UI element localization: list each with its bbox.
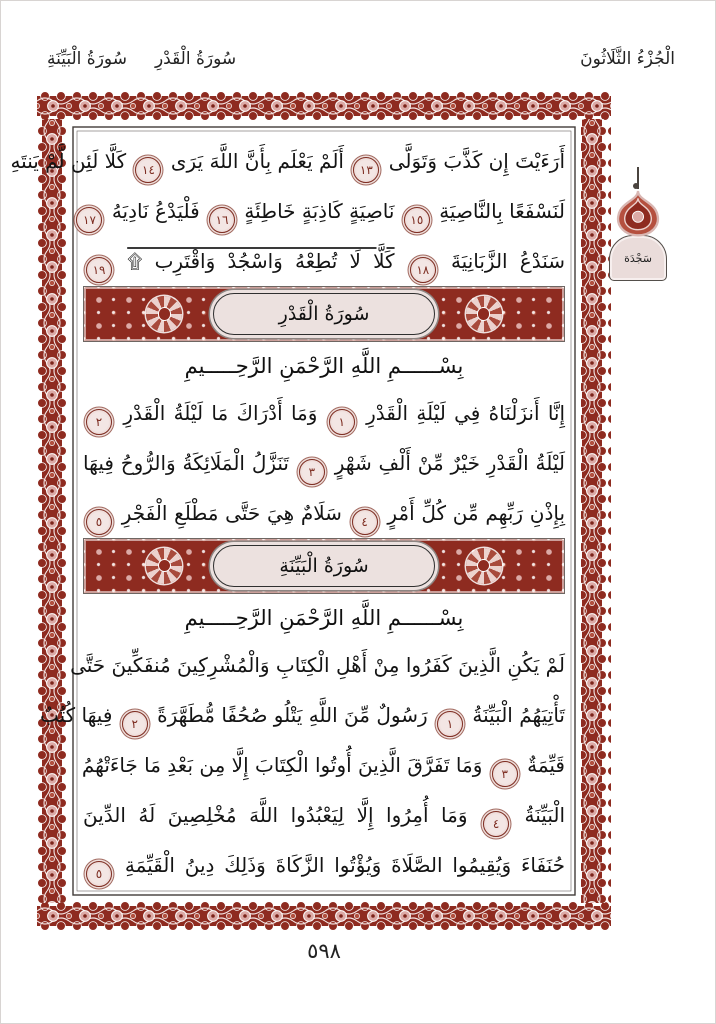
aya-number-medallion: ١ [329,409,355,435]
rosette-ornament-icon [146,548,182,584]
verse-text: قَيِّمَةٌ [527,752,565,777]
aya-number-medallion: ٢ [86,409,112,435]
aya-number-medallion: ٤ [483,811,509,837]
running-head-surah-names [47,49,236,69]
sajdah-dome-icon [609,189,667,239]
rosette-ornament-icon [466,548,502,584]
verse-text: تَنَزَّلُ الْمَلَائِكَةُ وَالرُّوحُ فِيهَا [83,450,289,475]
quran-line [83,388,565,438]
quran-line [83,488,565,538]
aya-number-medallion: ٤ [352,509,378,535]
surah-title-cartouche [213,545,436,587]
verse-text: سَلَامٌ هِيَ حَتَّى مَطْلَعِ الْفَجْرِ [121,500,342,525]
verse-block-al-bayyinah [39,640,566,886]
verse-text: وَمَا أَدْرَاكَ مَا لَيْلَةُ الْقَدْرِ [123,400,318,425]
surah-title: سُورَةُ الْبَيِّنَةِ [279,554,369,577]
aya-number-medallion: ٢ [122,711,148,737]
verse-text: نَاصِيَةٍ كَاذِبَةٍ خَاطِئَةٍ [244,199,395,223]
sajdah-label: سَجْدَة [624,251,652,265]
quran-line [83,790,565,840]
basmala-line: بِسْــــــمِ اللَّهِ الرَّحْمَنِ الرَّحِـــــيمِ [184,605,464,630]
verse-text: الْبَيِّنَةُ [524,802,566,827]
verse-block-al-alaq-end [10,136,566,284]
verse-text: فِيهَا كُتُبٌ [39,702,113,727]
quran-line [83,186,565,236]
juz-label: الْجُزْءُ الثَّلَاثُونَ [580,49,675,69]
verse-text: أَلَمْ يَعْلَم بِأَنَّ اللَّهَ يَرَى [170,149,344,173]
quran-line [39,690,565,740]
verse-text: إِنَّا أَنزَلْنَاهُ فِي لَيْلَةِ الْقَدْرِ [366,400,566,425]
surah-title-cartouche [213,293,436,335]
aya-number-medallion: ١٦ [209,207,235,233]
rosette-ornament-icon [466,296,502,332]
running-head-juz [580,49,675,69]
aya-number-medallion: ٥ [86,861,112,887]
verse-text: كَلَّا لَئِن لَّمْ يَنتَهِ [10,149,127,173]
rosette-ornament-icon [146,296,182,332]
verse-block-al-qadr [83,388,565,536]
quran-line [70,640,565,690]
page-number: ٥٩٨ [307,939,341,963]
sajdah-marker [603,167,673,281]
aya-number-medallion: ٣ [299,459,325,485]
verse-text: تَأْتِيَهُمُ الْبَيِّنَةُ [472,702,565,727]
ornamental-frame [10,91,611,931]
aya-number-medallion: ١٨ [410,257,436,283]
verse-text: لَمْ يَكُنِ الَّذِينَ كَفَرُوا مِنْ أَهْلِ الْكِتَابِ وَالْمُشْرِكِينَ مُنفَكِّينَ حَتَّى [70,652,565,677]
running-head-surah-qadr: سُورَةُ الْقَدْرِ [154,49,237,69]
verse-text: فَلْيَدْعُ نَادِيَهُ [111,199,200,223]
sajdah-plaque [609,235,667,281]
quran-line [83,740,565,790]
aya-number-medallion: ١٤ [135,157,161,183]
verse-text: سَنَدْعُ الزَّبَانِيَةَ [450,249,566,273]
verse-text: وَمَا أُمِرُوا إِلَّا لِيَعْبُدُوا اللَّهَ مُخْلِصِينَ لَهُ الدِّينَ [83,802,468,827]
sajdah-stem-ornament [637,167,639,189]
verse-text: حُنَفَاءَ وَيُقِيمُوا الصَّلَاةَ وَيُؤْتُوا الزَّكَاةَ وَذَلِكَ دِينُ الْقَيِّمَةِ [124,852,566,877]
aya-number-medallion: ١٩ [86,257,112,283]
quran-line [83,840,565,890]
verse-text: أَرَءَيْتَ إِن كَذَّبَ وَتَوَلَّى [388,149,565,173]
verse-text: وَمَا تَفَرَّقَ الَّذِينَ أُوتُوا الْكِتَابَ إِلَّا مِن بَعْدِ مَا جَاءَتْهُمُ [81,752,483,777]
aya-number-medallion: ١ [437,711,463,737]
aya-number-medallion: ٥ [86,509,112,535]
verse-text: بِإِذْنِ رَبِّهِم مِّن كُلِّ أَمْرٍ [387,500,566,525]
quran-text-area [10,136,566,886]
aya-number-medallion: ٣ [492,761,518,787]
running-head-surah-bayyinah: سُورَةُ الْبَيِّنَةِ [47,49,127,69]
surah-title: سُورَةُ الْقَدْرِ [278,302,370,325]
aya-number-medallion: ١٣ [353,157,379,183]
surah-title-banner [83,538,565,594]
quran-line [10,136,565,186]
sajdah-overlined-text: كَلَّا لَا تُطِعْهُ وَاسْجُدْ وَاقْتَرِب ۩ [127,249,395,273]
aya-number-medallion: ١٧ [76,207,102,233]
quran-line [83,236,565,286]
verse-text: لَنَسْفَعًا بِالنَّاصِيَةِ [439,199,565,223]
verse-text: رَسُولٌ مِّنَ اللَّهِ يَتْلُو صُحُفًا مُّطَهَّرَةً [157,702,428,727]
verse-text: لَيْلَةُ الْقَدْرِ خَيْرٌ مِّنْ أَلْفِ شَهْرٍ [334,450,566,475]
quran-line [83,438,565,488]
aya-number-medallion: ١٥ [404,207,430,233]
basmala-line: بِسْــــــمِ اللَّهِ الرَّحْمَنِ الرَّحِـــــيمِ [184,353,464,378]
surah-title-banner [83,286,565,342]
